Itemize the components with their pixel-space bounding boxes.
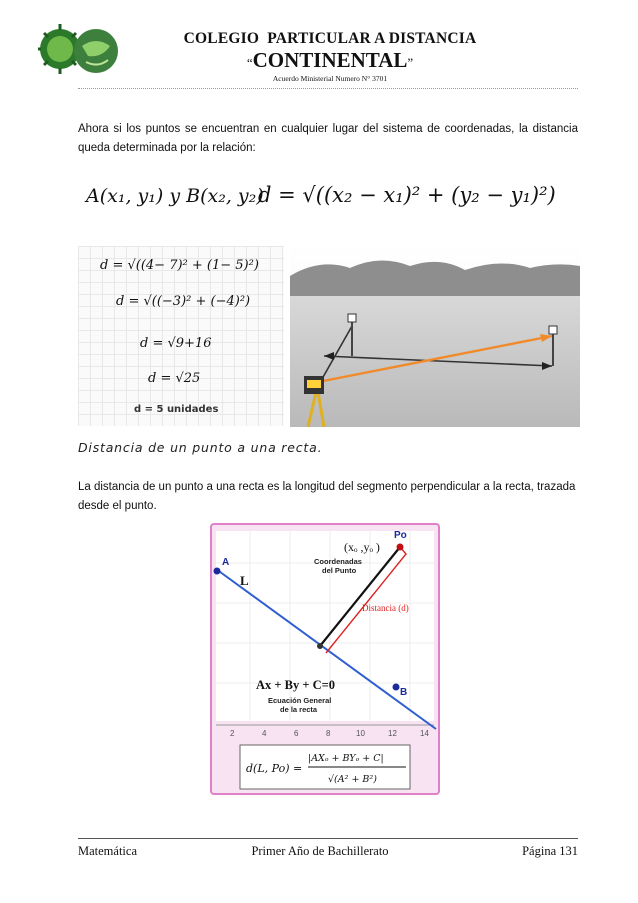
surveying-illustration (290, 244, 580, 427)
equation-caption-2: de la recta (280, 705, 318, 714)
footer-subject: Matemática (78, 844, 137, 858)
header (0, 0, 638, 100)
point-line-diagram (210, 523, 440, 795)
coords-label: (xₒ ,yₒ ) (344, 540, 380, 554)
diagram-svg (210, 523, 440, 795)
calc-line-1: d = √((4− 7)² + (1− 5)²) (100, 258, 259, 273)
x-tick-label: 2 (230, 729, 235, 738)
agreement-text: Acuerdo Ministerial Numero N° 3701 (272, 74, 388, 83)
example-calc-panel (78, 246, 284, 426)
foot-marker (317, 643, 323, 649)
footer-course: Primer Año de Bachillerato (251, 844, 389, 858)
section-paragraph: La distancia de un punto a una recta es la longitud del segmento perpendicular a la recta, trazada desde el punto. (78, 481, 576, 512)
calc-line-3: d = √9+16 (140, 336, 212, 351)
point-b-label: B (400, 687, 408, 698)
formula-lhs: d(L, Po) = (246, 762, 303, 775)
point-a-marker (214, 568, 221, 575)
intro-paragraph: Ahora si los puntos se encuentran en cualquier lugar del sistema de coordenadas, la distancia queda determinada por la relación: (78, 123, 578, 154)
formula-numerator: |AXₒ + BYₒ + C| (308, 753, 384, 764)
x-tick-label: 12 (388, 729, 397, 738)
formula-denominator: √(A² + B²) (328, 774, 377, 785)
header-rule (78, 88, 578, 89)
point-a-label: A (222, 557, 230, 568)
coords-caption-1: Coordenadas (314, 557, 362, 566)
line-label: L (240, 573, 249, 588)
point-po-marker (397, 544, 404, 551)
x-tick-label: 4 (262, 729, 267, 738)
school-line1: COLEGIO PARTICULAR A DISTANCIA (183, 30, 477, 47)
point-po-label: Po (394, 530, 407, 541)
coords-caption-2: del Punto (322, 566, 357, 575)
school-name-row (150, 48, 510, 73)
calc-result: d = 5 unidades (134, 404, 219, 415)
calc-line-2: d = √((−3)² + (−4)²) (116, 294, 251, 309)
footer-page-number: Página 131 (522, 844, 578, 858)
section-title: Distancia de un punto a una recta. (78, 440, 323, 455)
footer-rule (78, 838, 578, 839)
equation-label: Ax + By + C=0 (256, 678, 336, 692)
school-name: CONTINENTAL (252, 48, 408, 72)
quote-close: ” (407, 55, 414, 70)
formula-points: A(x₁, y₁) y B(x₂, y₂) (86, 185, 264, 207)
calc-line-4: d = √25 (148, 371, 201, 386)
quote-open: “ (246, 55, 253, 70)
x-tick-label: 10 (356, 729, 365, 738)
distance-label: Distancia (d) (362, 603, 409, 613)
formula-distance: d = √((x₂ − x₁)² + (y₂ − y₁)²) (258, 183, 556, 207)
x-tick-label: 14 (420, 729, 429, 738)
x-tick-label: 6 (294, 729, 299, 738)
equation-caption-1: Ecuación General (268, 696, 332, 705)
school-logo (38, 18, 120, 80)
x-tick-label: 8 (326, 729, 331, 738)
point-b-marker (393, 684, 400, 691)
